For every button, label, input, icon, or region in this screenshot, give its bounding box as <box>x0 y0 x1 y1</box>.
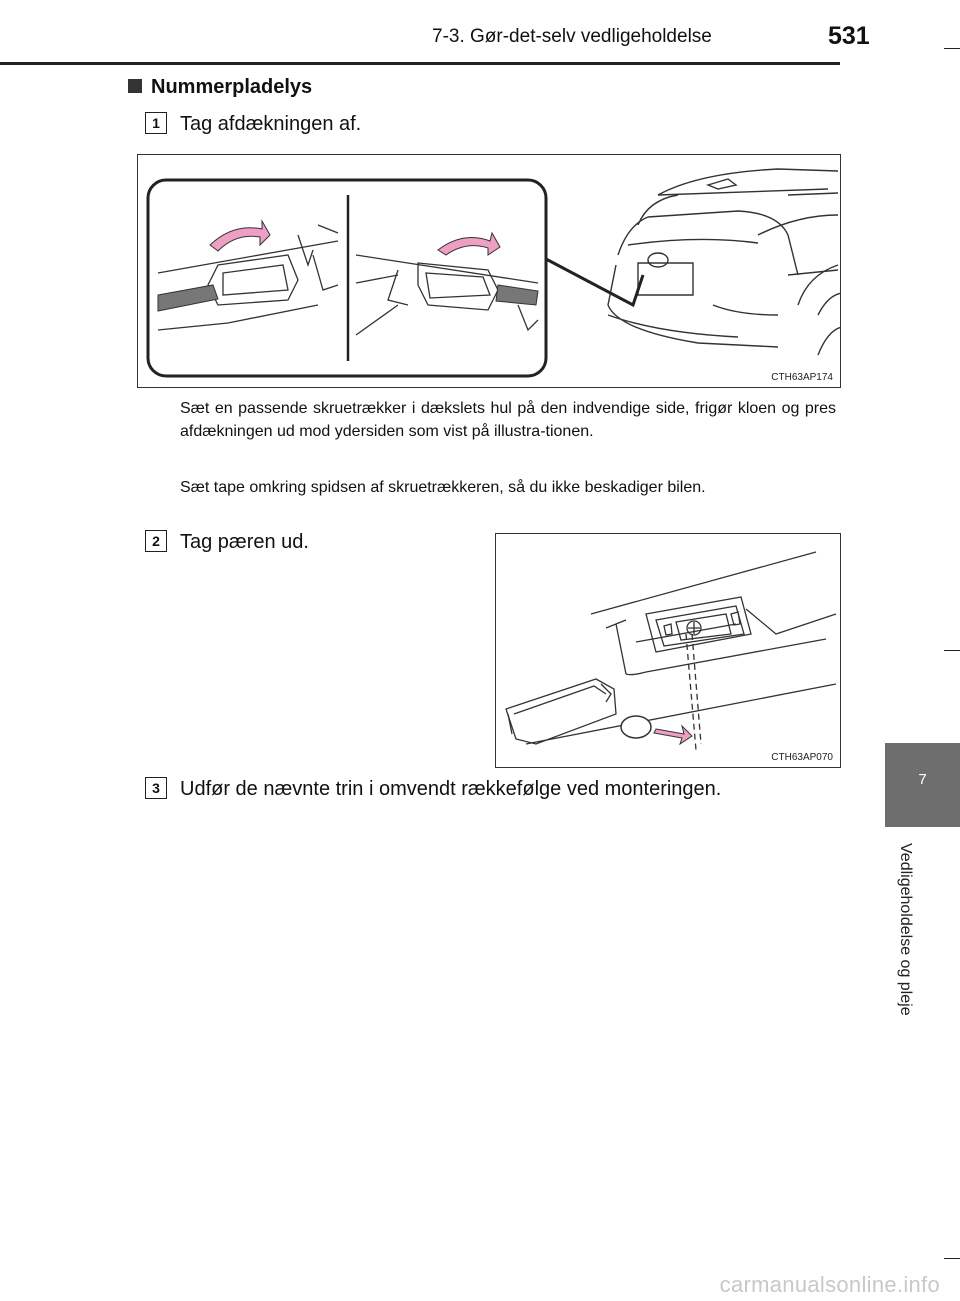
note-tape: Sæt tape omkring spidsen af skruetrækkeren, så du ikke beskadiger bilen. <box>180 479 706 496</box>
crop-mark <box>944 650 960 651</box>
crop-mark <box>944 1258 960 1259</box>
section-title-text: Nummerpladelys <box>151 76 313 98</box>
header-rule <box>0 62 840 65</box>
figure-bulb-removal <box>495 533 841 768</box>
figure-code-1: CTH63AP174 <box>771 372 833 383</box>
chapter-title-text: Vedligeholdelse og pleje <box>897 843 914 1016</box>
bulb-removal-illustration <box>496 534 841 768</box>
page-number: 531 <box>828 22 870 50</box>
chapter-title <box>890 834 920 1054</box>
step-badge-1: 1 <box>145 112 167 134</box>
chapter-tab <box>885 743 960 827</box>
section-header: 7-3. Gør-det-selv vedligeholdelse <box>432 26 712 47</box>
step-badge-3: 3 <box>145 777 167 799</box>
car-rear-outline <box>608 169 841 355</box>
step-badge-2: 2 <box>145 530 167 552</box>
figure-code-2: CTH63AP070 <box>771 752 833 763</box>
cover-removal-illustration <box>138 155 841 388</box>
note-screwdriver: Sæt en passende skruetrækker i dækslets hul på den indvendige side, frigør kloen og pres afdækningen ud mod ydersiden som vist på illustra-tionen. <box>180 400 836 440</box>
crop-mark <box>944 48 960 49</box>
step-text-3: Udfør de nævnte trin i omvendt rækkefølge ved monteringen. <box>180 778 722 800</box>
step-text-2: Tag pæren ud. <box>180 531 309 553</box>
step-text-1: Tag afdækningen af. <box>180 113 362 135</box>
section-title <box>128 76 312 99</box>
figure-license-lamp-cover <box>137 154 841 388</box>
chapter-number: 7 <box>918 771 927 788</box>
watermark: carmanualsonline.info <box>719 1272 940 1297</box>
square-bullet-icon <box>128 79 142 93</box>
